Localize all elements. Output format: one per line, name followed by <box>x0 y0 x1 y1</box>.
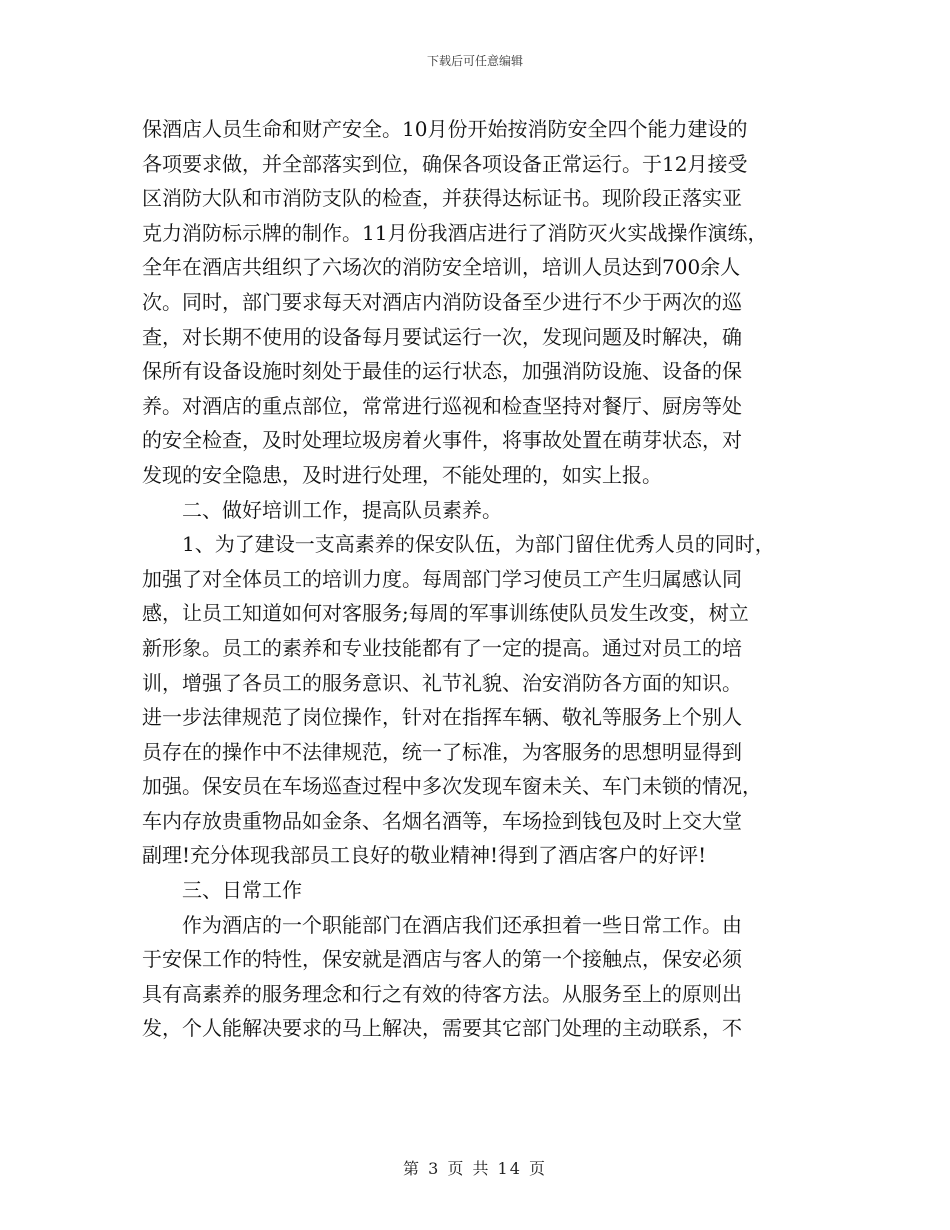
body-line: 区消防大队和市消防支队的检查，并获得达标证书。现阶段正落实亚 <box>142 186 742 211</box>
body-line: 进一步法律规范了岗位操作，针对在指挥车辆、敬礼等服务上个别人 <box>142 705 742 730</box>
body-line: 查，对长期不使用的设备每月要试运行一次，发现问题及时解决，确 <box>142 324 742 349</box>
body-line: 发现的安全隐患，及时进行处理，不能处理的，如实上报。 <box>142 462 662 487</box>
body-line: 于安保工作的特性，保安就是酒店与客人的第一个接触点，保安必须 <box>142 947 742 972</box>
body-line: 感，让员工知道如何对客服务;每周的军事训练使队员发生改变，树立 <box>142 601 749 626</box>
body-line: 次。同时，部门要求每天对酒店内消防设备至少进行不少于两次的巡 <box>142 289 742 314</box>
body-line: 养。对酒店的重点部位，常常进行巡视和检查坚持对餐厅、厨房等处 <box>142 393 742 418</box>
body-line: 车内存放贵重物品如金条、名烟名酒等，车场捡到钱包及时上交大堂 <box>142 808 742 833</box>
body-line: 发，个人能解决要求的马上解决，需要其它部门处理的主动联系，不 <box>142 1016 742 1041</box>
body-line: 的安全检查，及时处理垃圾房着火事件，将事故处置在萌芽状态，对 <box>142 428 742 453</box>
body-line: 保酒店人员生命和财产安全。10月份开始按消防安全四个能力建设的 <box>142 117 748 141</box>
body-line: 全年在酒店共组织了六场次的消防安全培训，培训人员达到700余人 <box>142 255 741 280</box>
body-line: 加强了对全体员工的培训力度。每周部门学习使员工产生归属感认同 <box>142 566 742 591</box>
body-line: 加强。保安员在车场巡查过程中多次发现车窗未关、车门未锁的情况， <box>142 774 762 799</box>
document-body <box>142 112 822 1046</box>
body-line: 保所有设备设施时刻处于最佳的运行状态，加强消防设施、设备的保 <box>142 359 742 384</box>
body-line: 作为酒店的一个职能部门在酒店我们还承担着一些日常工作。由 <box>182 912 742 937</box>
body-line: 新形象。员工的素养和专业技能都有了一定的提高。通过对员工的培 <box>142 635 742 660</box>
body-line: 员存在的操作中不法律规范，统一了标准，为客服务的思想明显得到 <box>142 739 742 764</box>
body-line: 1、为了建设一支高素养的保安队伍，为部门留住优秀人员的同时， <box>182 532 775 557</box>
page-header: 下载后可任意编辑 <box>426 54 523 68</box>
body-line: 各项要求做，并全部落实到位，确保各项设备正常运行。于12月接受 <box>142 151 748 176</box>
body-line: 具有高素养的服务理念和行之有效的待客方法。从服务至上的原则出 <box>142 981 742 1006</box>
section-heading: 三、日常工作 <box>182 878 302 903</box>
body-line: 副理!充分体现我部员工良好的敬业精神!得到了酒店客户的好评! <box>142 843 707 868</box>
section-heading: 二、做好培训工作，提高队员素养。 <box>182 497 502 522</box>
body-line: 克力消防标示牌的制作。11月份我酒店进行了消防灭火实战操作演练， <box>142 220 768 245</box>
page-number-footer: 第 3 页 共 14 页 <box>403 1159 547 1178</box>
body-line: 训，增强了各员工的服务意识、礼节礼貌、治安消防各方面的知识。 <box>142 670 742 695</box>
